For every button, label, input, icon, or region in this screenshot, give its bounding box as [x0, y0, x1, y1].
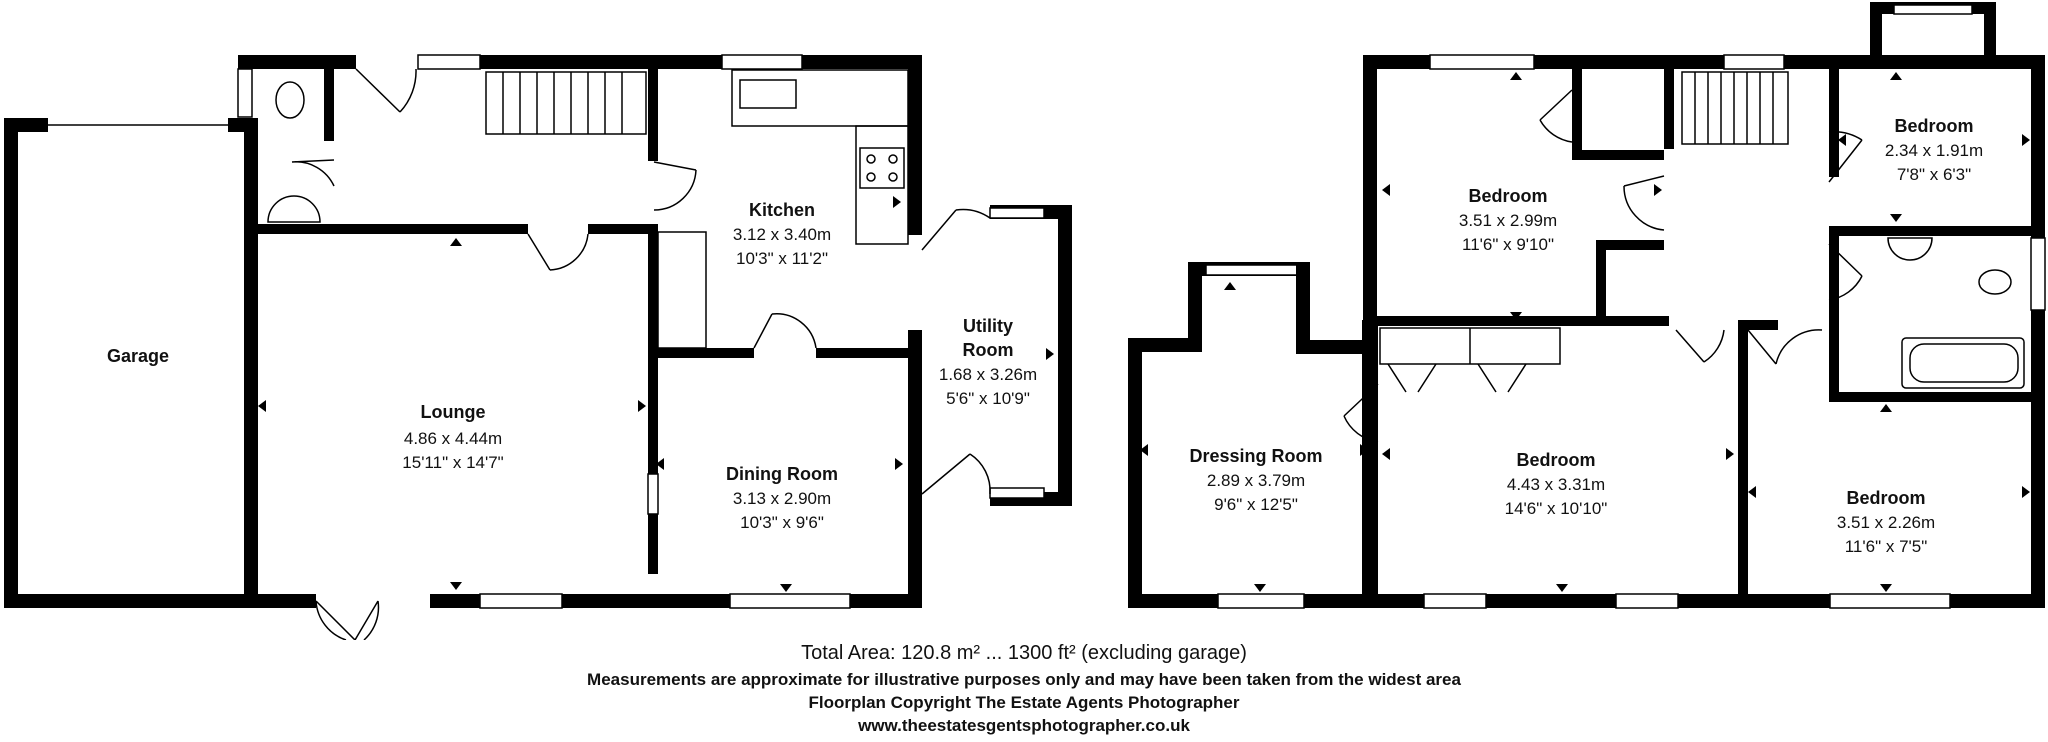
- bay-wall-left: [1870, 2, 1882, 55]
- stairs-ground: [486, 72, 646, 134]
- bay-window: [1894, 5, 1972, 14]
- bedroom-upper-right-metric: 2.34 x 1.91m: [1884, 141, 1984, 160]
- dressing-wall-top-right: [1296, 340, 1376, 354]
- dressing-imperial: 9'6" x 12'5": [1214, 495, 1298, 514]
- patio-doors: [316, 601, 378, 640]
- bedroom-lower-right-label: Bedroom: [1846, 488, 1926, 508]
- bedroom-door-main: [1676, 330, 1724, 362]
- total-area: Total Area: 120.8 m² ... 1300 ft² (excluding garage): [801, 642, 1247, 664]
- bedroom-upper-left-metric: 3.51 x 2.99m: [1458, 211, 1558, 230]
- cupboard-wall-bottom: [1572, 150, 1664, 160]
- bedroom-window-bottom-1: [1424, 594, 1486, 608]
- sink-icon: [740, 80, 796, 108]
- bath-icon: [1902, 338, 2024, 388]
- bedroom-window-top: [1430, 55, 1534, 69]
- hob-icon: [860, 148, 904, 188]
- bedroom-bedroom-divide: [1738, 320, 1748, 608]
- kitchen-window: [722, 55, 802, 69]
- lounge-dining-wall: [648, 224, 658, 574]
- dressing-window-bottom: [1218, 594, 1304, 608]
- toilet-upper-icon: [1979, 270, 2011, 294]
- dining-wall-right: [908, 330, 922, 608]
- dining-label: Dining Room: [726, 464, 838, 484]
- front-door: [356, 69, 416, 112]
- kitchen-worktop-right: [856, 126, 908, 244]
- room-labels: [107, 116, 1983, 556]
- cupboard-door: [1540, 90, 1572, 142]
- bedroom-upper-left-imperial: 11'6" x 9'10": [1462, 235, 1554, 254]
- kitchen-unit: [658, 232, 706, 348]
- bay-wall-right: [1984, 2, 1996, 55]
- dimension-arrows: [258, 72, 2030, 592]
- wall-top-wc: [238, 55, 356, 69]
- bedroom-door-lower-right: [1748, 330, 1822, 364]
- lounge-imperial: 15'11" x 14'7": [402, 453, 504, 472]
- kitchen-label: Kitchen: [748, 200, 816, 220]
- kitchen-metric: 3.12 x 3.40m: [732, 225, 832, 244]
- dressing-wall-top-left: [1128, 338, 1192, 352]
- bedroom-main-metric: 4.43 x 3.31m: [1506, 475, 1606, 494]
- dining-door: [754, 314, 816, 348]
- bedroom-door-upper-left: [1624, 176, 1664, 230]
- small-bedroom-wall-bottom: [1839, 226, 2031, 236]
- small-bedroom-wall-left: [1829, 69, 1839, 177]
- wc-door: [292, 160, 334, 186]
- garage-wall-top-left: [4, 118, 48, 132]
- hall-lounge-wall-left: [258, 224, 528, 234]
- bedroom-lower-right-metric: 3.51 x 2.26m: [1836, 513, 1936, 532]
- bedroom-window-bottom-2: [1616, 594, 1678, 608]
- utility-metric: 1.68 x 3.26m: [938, 365, 1038, 384]
- wardrobe-doors: [1388, 364, 1526, 392]
- garage-wall-bottom: [4, 594, 316, 608]
- kitchen-worktop-top: [732, 70, 908, 126]
- landing-wall-upper: [1664, 69, 1674, 149]
- utility-label-1: Utility: [962, 316, 1014, 336]
- hall-window: [418, 55, 480, 69]
- utility-window-top: [990, 208, 1044, 218]
- garage-label: Garage: [106, 346, 170, 366]
- landing-stub-vertical: [1596, 240, 1606, 318]
- kitchen-wall-right: [908, 55, 922, 235]
- bathroom-window: [2031, 238, 2045, 310]
- lounge-metric: 4.86 x 4.44m: [403, 429, 503, 448]
- utility-label-2: Room: [962, 340, 1014, 360]
- wc-wall-right: [324, 69, 334, 141]
- stairs-upper: [1682, 72, 1788, 144]
- kitchen-door: [654, 162, 696, 210]
- garage-wall-right: [244, 118, 258, 608]
- dressing-window-top: [1206, 265, 1298, 275]
- cupboard-wall: [1572, 69, 1582, 159]
- landing-window-top: [1724, 55, 1784, 69]
- dining-metric: 3.13 x 2.90m: [732, 489, 832, 508]
- utility-door-top: [922, 210, 990, 250]
- dressing-wall-left: [1128, 338, 1142, 608]
- wc-window: [238, 69, 252, 117]
- website-url: www.theestatesgentsphotographer.co.uk: [858, 716, 1190, 735]
- bedroom-main-imperial: 14'6" x 10'10": [1504, 499, 1608, 518]
- basin-upper-icon: [1888, 238, 1932, 260]
- bedroom-lower-right-imperial: 11'6" x 7'5": [1844, 537, 1928, 556]
- upper-wall-right: [2031, 55, 2045, 608]
- landing-stub: [1596, 240, 1664, 250]
- bedroom-upper-left-label: Bedroom: [1468, 186, 1548, 206]
- bedroom-main-label: Bedroom: [1516, 450, 1596, 470]
- lounge-window: [480, 594, 562, 608]
- wall-top-hall-kitchen: [480, 55, 922, 69]
- kitchen-imperial: 10'3" x 11'2": [736, 249, 828, 268]
- toilet-icon: [276, 82, 304, 118]
- basin-icon: [268, 196, 320, 222]
- utility-window-bottom: [990, 488, 1044, 498]
- kitchen-hall-wall: [648, 69, 658, 161]
- bedroom-upper-right-imperial: 7'8" x 6'3": [1896, 165, 1972, 184]
- bathroom-wall-bottom: [1829, 392, 2031, 402]
- kitchen-dining-wall-left: [658, 348, 754, 358]
- bedroom-upper-right-label: Bedroom: [1894, 116, 1974, 136]
- dressing-bedroom-divide: [1368, 318, 1378, 608]
- utility-wall-right: [1058, 205, 1072, 505]
- copyright: Floorplan Copyright The Estate Agents Photographer: [808, 693, 1240, 712]
- utility-door-bottom: [922, 454, 990, 494]
- garage-wall-left: [4, 118, 18, 608]
- lounge-dining-opening: [648, 474, 658, 514]
- lounge-label: Lounge: [420, 402, 486, 422]
- disclaimer: Measurements are approximate for illustrative purposes only and may have been taken from the widest area: [587, 670, 1461, 689]
- dressing-label: Dressing Room: [1189, 446, 1323, 466]
- utility-imperial: 5'6" x 10'9": [946, 389, 1030, 408]
- bedroom-divide-horizontal: [1369, 316, 1669, 326]
- upper-wall-left: [1363, 55, 1377, 345]
- dressing-metric: 2.89 x 3.79m: [1206, 471, 1306, 490]
- bedroom-window-bottom-3: [1830, 594, 1950, 608]
- dining-window: [730, 594, 850, 608]
- lounge-door: [528, 234, 588, 270]
- kitchen-dining-wall-right: [816, 348, 922, 358]
- dining-imperial: 10'3" x 9'6": [740, 513, 824, 532]
- hall-lounge-wall-right: [588, 224, 654, 234]
- bathroom-stub: [1748, 320, 1778, 330]
